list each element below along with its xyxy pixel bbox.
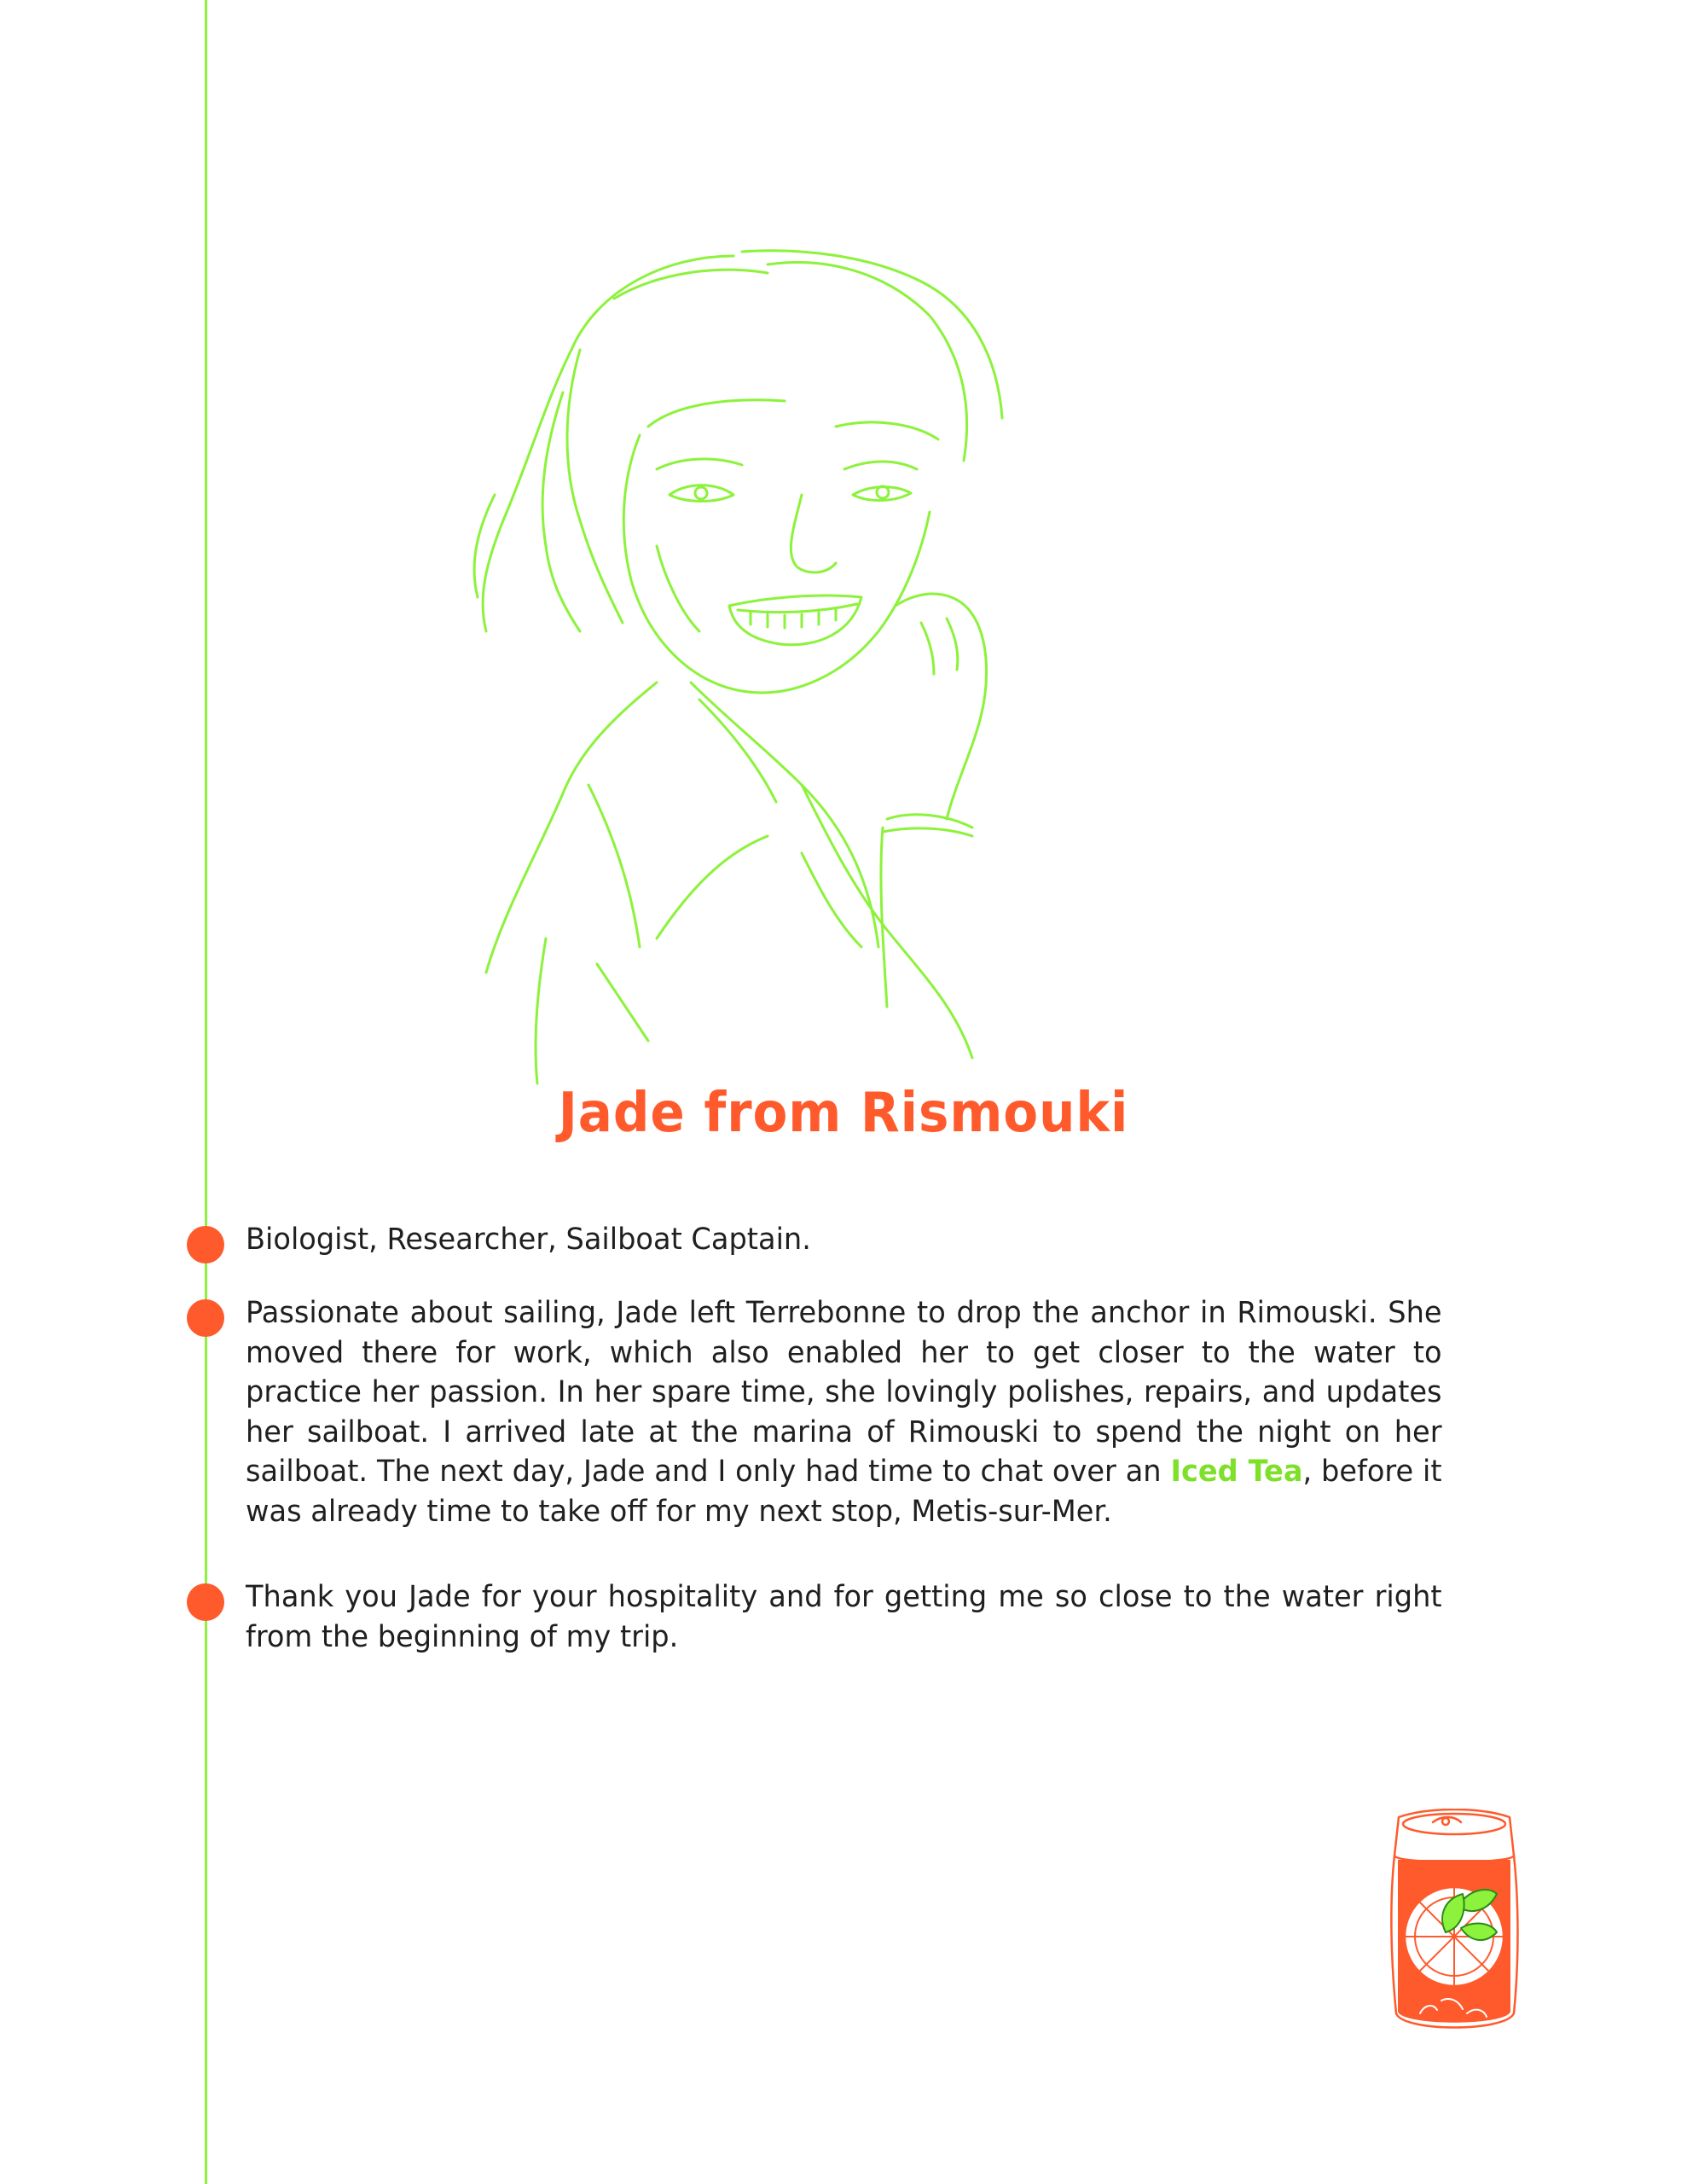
paragraph-role <box>246 1220 1442 1260</box>
bullet-dot-icon <box>187 1583 224 1621</box>
portrait-line-drawing-icon <box>443 239 1177 1092</box>
page-title: Jade from Rismouki <box>558 1082 1129 1145</box>
paragraph-thanks <box>246 1577 1442 1657</box>
paragraph-role-text: Biologist, Researcher, Sailboat Captain. <box>246 1223 811 1257</box>
paragraph-story-text-after: , before it was already time to take off for my next stop, Metis-sur-Mer. <box>246 1455 1442 1529</box>
paragraph-thanks-text: Thank you Jade for your hospitality and for getting me so close to the water right from the beginning of my trip. <box>246 1580 1442 1654</box>
paragraph-story <box>246 1293 1442 1531</box>
iced-tea-highlight: Iced Tea <box>1170 1455 1303 1489</box>
bullet-dot-icon <box>187 1299 224 1337</box>
bullet-dot-icon <box>187 1226 224 1263</box>
paragraph-story-text-before: Passionate about sailing, Jade left Terrebonne to drop the anchor in Rimouski. She moved there for work, which also enabled her to get closer to the water to practice her passion. In her spare time, she lovingly polishes, repairs, and updates her sailboat. I arrived late at the marina of Rimouski to spend the night on her sailboat. The next day, Jade and I only had time to chat over an <box>246 1296 1442 1489</box>
iced-tea-can-drawing-icon <box>1386 1809 1522 2043</box>
